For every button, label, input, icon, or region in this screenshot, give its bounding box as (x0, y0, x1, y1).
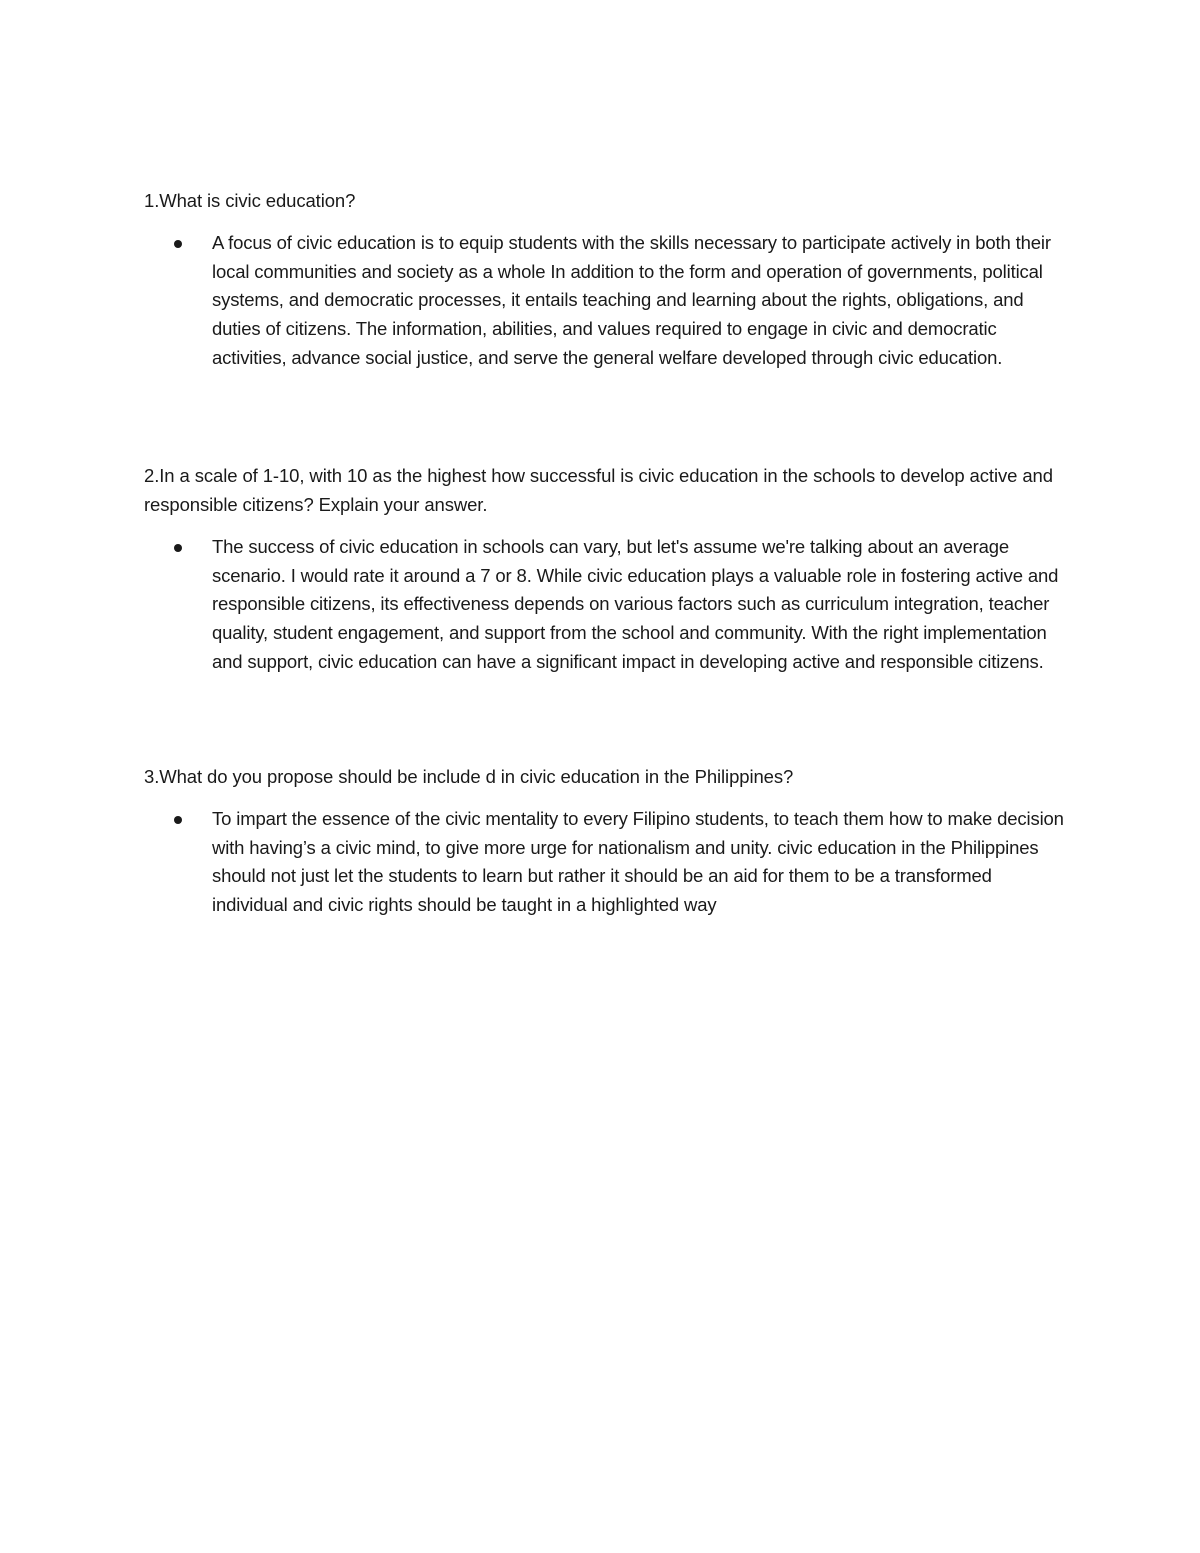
bullet-icon (174, 240, 182, 248)
answer-list-3 (144, 805, 1064, 920)
question-section-1 (144, 186, 1064, 373)
answer-list-2 (144, 533, 1064, 677)
answer-1 (144, 229, 1064, 373)
answer-2 (144, 533, 1064, 677)
question-1: 1.What is civic education? (144, 190, 356, 211)
answer-3-text: To impart the essence of the civic mentality to every Filipino students, to teach them how to make decision with having’s a civic mind, to give more urge for nationalism and unity. civic education in the Philippines should not just let the students to learn but rather it should be an aid for them to be a transformed individual and civic rights should be taught in a highlighted way (212, 808, 1064, 916)
question-2: 2.In a scale of 1-10, with 10 as the highest how successful is civic education in the schools to develop active and responsible citizens? Explain your answer. (144, 465, 1053, 515)
answer-list-1 (144, 229, 1064, 373)
question-section-3 (144, 762, 1064, 920)
bullet-icon (174, 816, 182, 824)
question-3: 3.What do you propose should be include d in civic education in the Philippines? (144, 766, 794, 787)
question-section-2 (144, 461, 1064, 677)
answer-3 (144, 805, 1064, 920)
answer-1-text: A focus of civic education is to equip students with the skills necessary to participate actively in both their local communities and society as a whole In addition to the form and operation of governments, political systems, and democratic processes, it entails teaching and learning about the rights, obligations, and duties of citizens. The information, abilities, and values required to engage in civic and democratic activities, advance social justice, and serve the general welfare developed through civic education. (212, 232, 1051, 368)
answer-2-text: The success of civic education in schools can vary, but let's assume we're talking about an average scenario. I would rate it around a 7 or 8. While civic education plays a valuable role in fostering active and responsible citizens, its effectiveness depends on various factors such as curriculum integration, teacher quality, student engagement, and support from the school and community. With the right implementation and support, civic education can have a significant impact in developing active and responsible citizens. (212, 536, 1059, 672)
bullet-icon (174, 544, 182, 552)
